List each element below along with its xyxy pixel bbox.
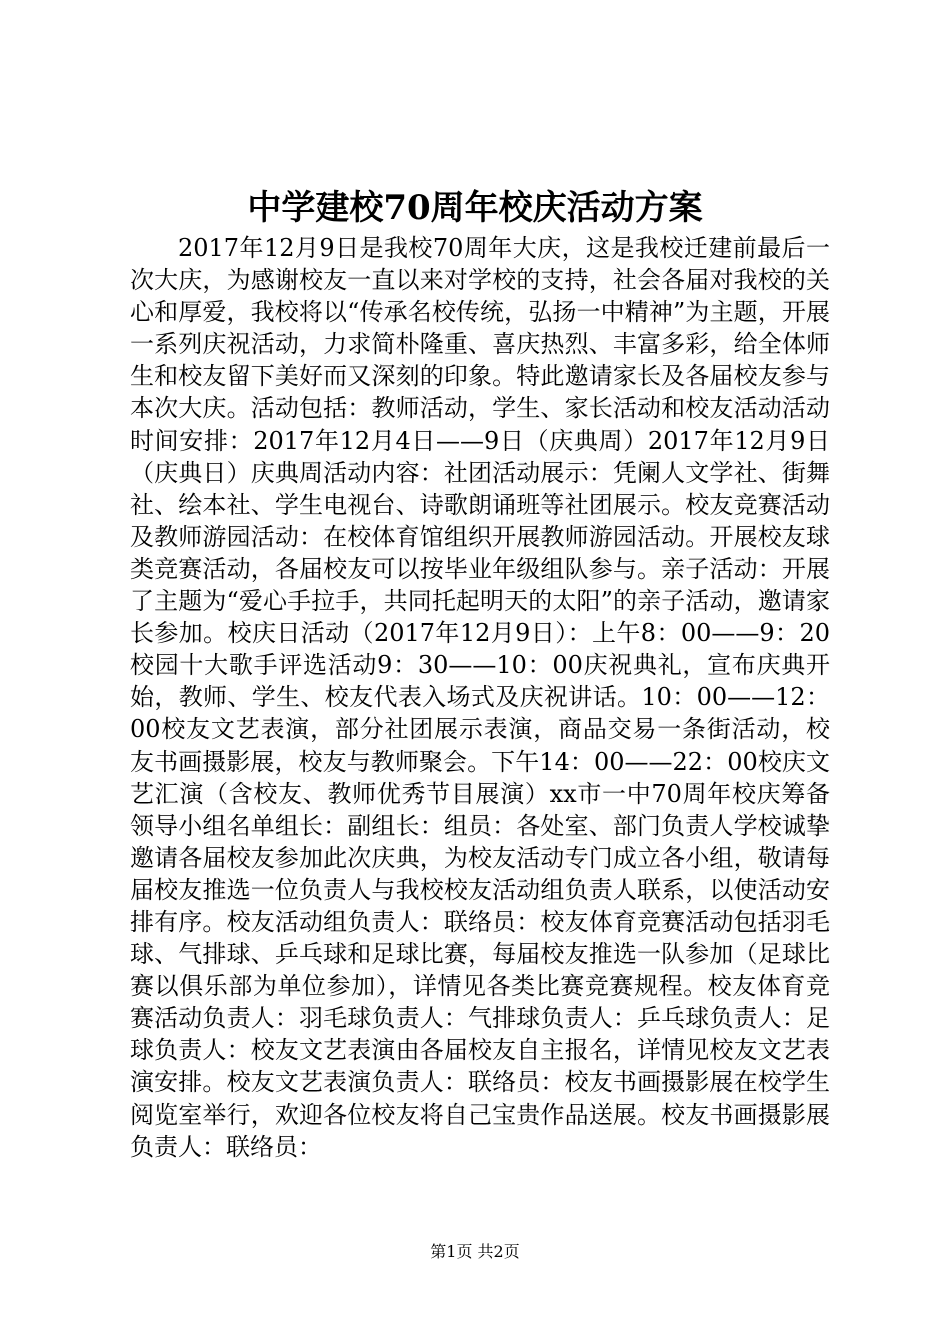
page-footer: 第1页 共2页 <box>430 1242 520 1261</box>
document-body-paragraph: 2017年12月9日是我校70周年大庆，这是我校迁建前最后一次大庆，为感谢校友一直以来对学校的支持，社会各届对我校的关心和厚爱，我校将以“传承名校传统，弘扬一中精神”为主题，开展一系列庆祝活动，力求简朴隆重、喜庆热烈、丰富多彩，给全体师生和校友留下美好而又深刻的印象。特此邀请家长及各届校友参与本次大庆。活动包括：教师活动，学生、家长活动和校友活动活动时间安排：2017年12月4日——9日（庆典周）2017年12月9日（庆典日）庆典周活动内容：社团活动展示：凭阑人文学社、街舞社、绘本社、学生电视台、诗歌朗诵班等社团展示。校友竞赛活动及教师游园活动：在校体育馆组织开展教师游园活动。开展校友球类竞赛活动，各届校友可以按毕业年级组队参与。亲子活动：开展了主题为“爱心手拉手，共同托起明天的太阳”的亲子活动，邀请家长参加。校庆日活动（2017年12月9日）：上午8：00——9：20校园十大歌手评选活动9：30——10：00庆祝典礼，宣布庆典开始，教师、学生、校友代表入场式及庆祝讲话。10：00——12：00校友文艺表演，部分社团展示表演，商品交易一条街活动，校友书画摄影展，校友与教师聚会。下午14：00——22：00校庆文艺汇演（含校友、教师优秀节目展演）xx市一中70周年校庆筹备领导小组名单组长：副组长：组员：各处室、部门负责人学校诚挚邀请各届校友参加此次庆典，为校友活动专门成立各小组，敬请每届校友推选一位负责人与我校校友活动组负责人联系，以使活动安排有序。校友活动组负责人：联络员：校友体育竞赛活动包括羽毛球、气排球、乒乓球和足球比赛，每届校友推选一队参加（足球比赛以俱乐部为单位参加），详情见各类比赛竞赛规程。校友体育竞赛活动负责人：羽毛球负责人：气排球负责人：乒乓球负责人：足球负责人：校友文艺表演由各届校友自主报名，详情见校友文艺表演安排。校友文艺表演负责人：联络员：校友书画摄影展在校学生阅览室举行，欢迎各位校友将自己宝贵作品送展。校友书画摄影展负责人：联络员： <box>130 234 830 1161</box>
document-title: 中学建校70周年校庆活动方案 <box>247 188 703 228</box>
